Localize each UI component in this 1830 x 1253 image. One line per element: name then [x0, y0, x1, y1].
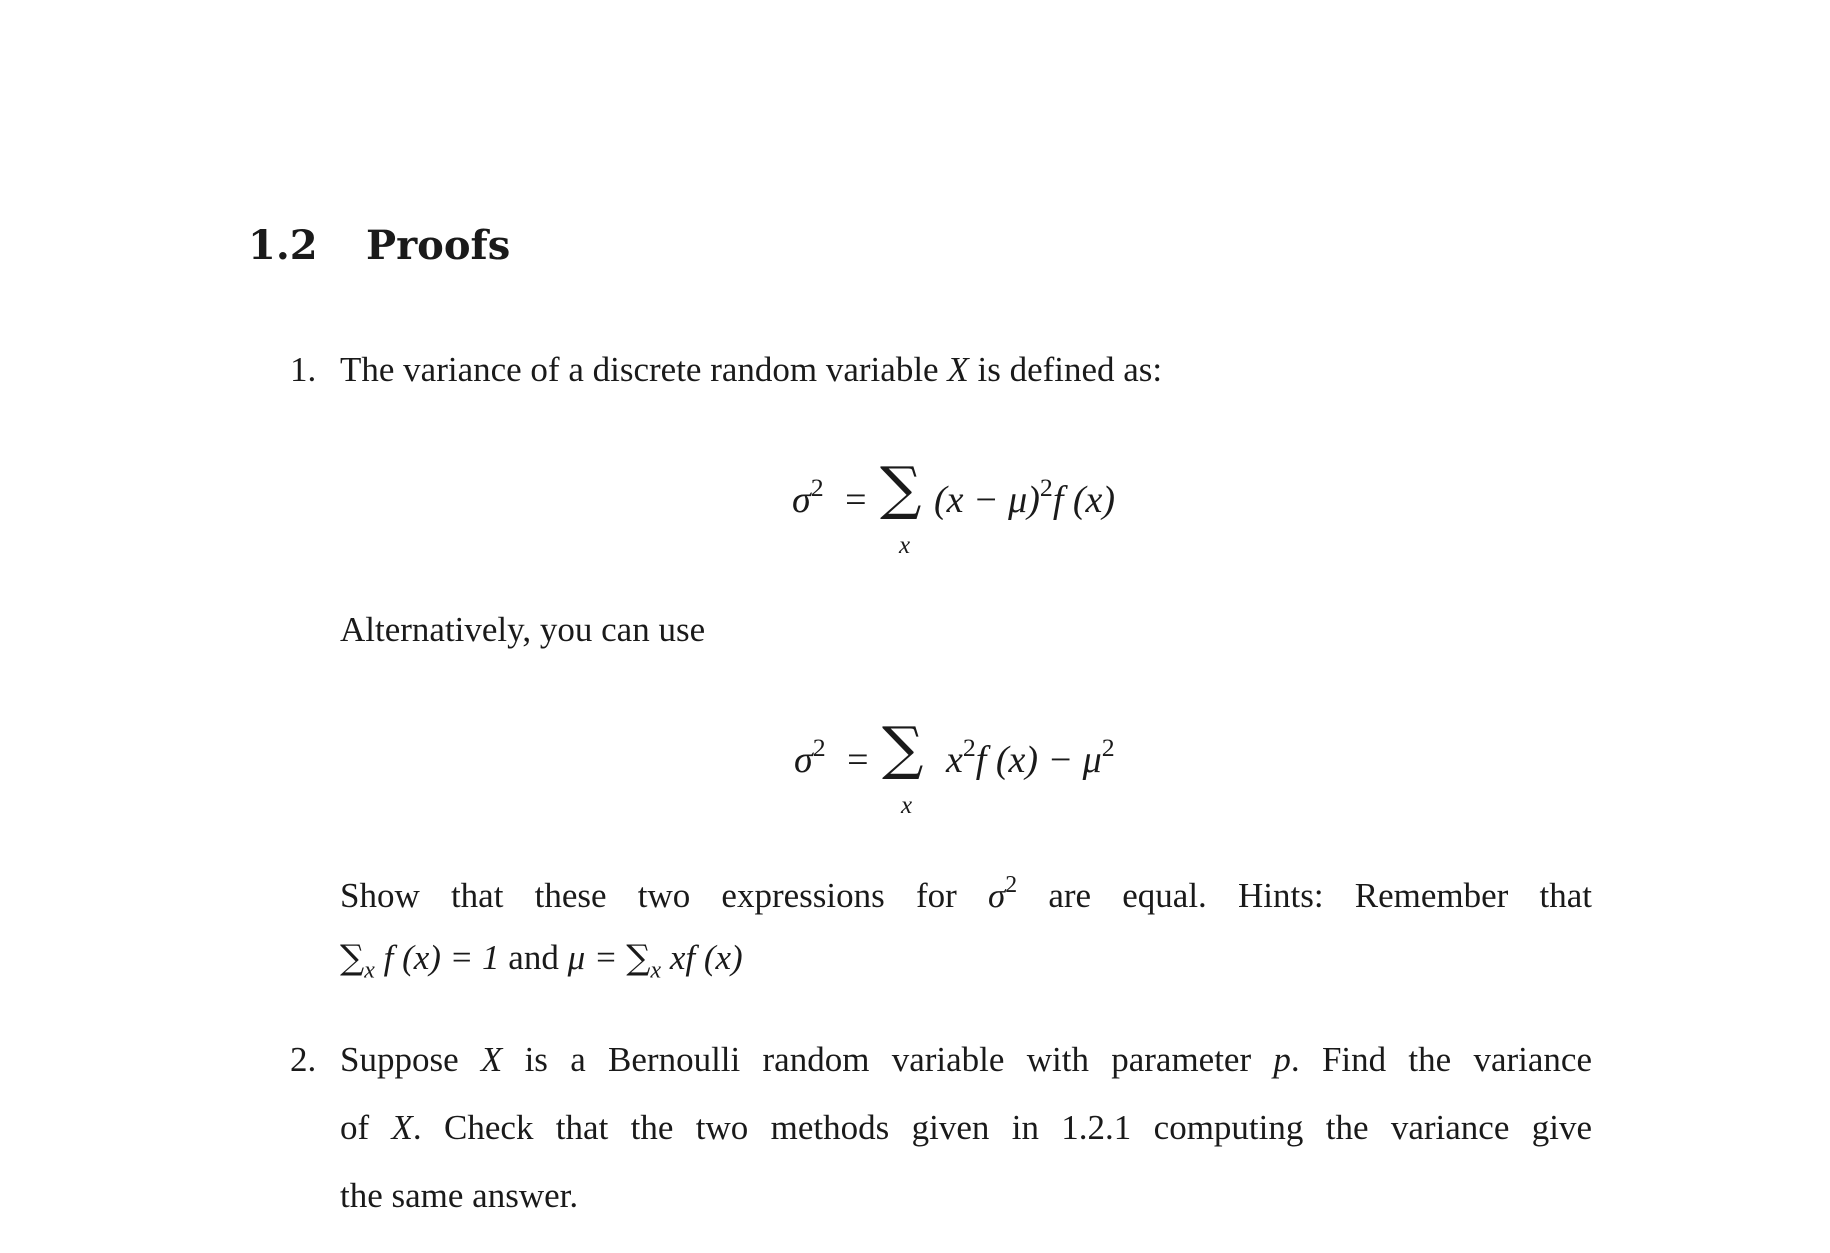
- item-1-hint: $\sum_x$ f (x) = 1 and $\mu = \sum_x$ xf (x): [340, 938, 743, 984]
- summation-index: x: [899, 532, 911, 559]
- item-2-line-1: Suppose X is a Bernoulli random variable with parameter p. Find the variance: [340, 1040, 1592, 1079]
- item-1-intro: The variance of a discrete random variable X is defined as:: [340, 350, 1163, 389]
- list-number-2: 2.: [290, 1040, 317, 1079]
- var-x: X: [947, 350, 969, 389]
- item-1-instruction: Show that these two expressions for $\sigma^2$ are equal. Hints: Remember that: [340, 872, 1592, 915]
- summation-symbol: ∑: [880, 454, 922, 522]
- summation-symbol: ∑: [882, 714, 924, 782]
- item-2-line-2: of X. Check that the two methods given in 1.2.1 computing the variance give: [340, 1108, 1592, 1147]
- item-2-line-3: the same answer.: [340, 1176, 579, 1215]
- summation-index: x: [901, 792, 913, 819]
- section-title: Proofs: [366, 222, 511, 269]
- equation-variance-alternative: $\sigma^2$ = ∑ x $x^2f$ $(x) - \mu^2$: [794, 714, 1115, 819]
- section-heading: [248, 222, 511, 269]
- section-number: 1.2: [248, 222, 318, 269]
- list-number-1: 1.: [290, 350, 317, 389]
- alternative-text: Alternatively, you can use: [340, 610, 706, 649]
- equation-variance-definition: $\sigma^2$ = ∑ x $(x - \mu)^2f$ (x): [792, 454, 1116, 559]
